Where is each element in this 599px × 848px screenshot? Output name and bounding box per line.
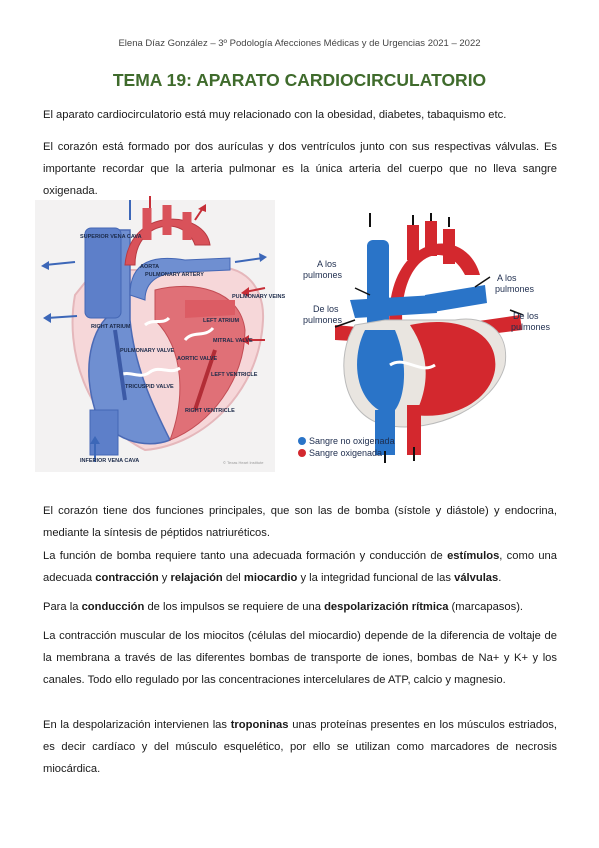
- paragraph-structure: El corazón está formado por dos aurículas y dos ventrículos junto con sus respectivas válvulas. Es importante recordar que la arteria pulmonar es la única arteria del cuerpo que no lleva sangre oxigenada.: [43, 141, 557, 197]
- paragraph-conduction: Para la conducción de los impulsos se requiere de una despolarización rítmica (marcapasos).: [43, 601, 524, 613]
- paragraph-depolarization: En la despolarización intervienen las troponinas unas proteínas presentes en los músculos estriados, es decir cardíaco y del músculo esquelético, por ello se utilizan como marcadores de necrosis miocárdica.: [43, 719, 558, 775]
- legend-swatch-red: [298, 449, 306, 457]
- legend-swatch-blue: [298, 437, 306, 445]
- label-pulmonary-artery: PULMONARY ARTERY: [145, 272, 204, 278]
- label-to-lungs-right: A los: [497, 273, 517, 283]
- paragraph-contraction: La contracción muscular de los miocitos (células del miocardio) depende de la diferencia de voltaje de la membrana a través de las diferentes bombas de transporte de iones, bombas de Na+ y K+ y los canales. Todo ello regulado por las concentraciones intercelulares de ATP, calcio y magnesio.: [43, 630, 557, 686]
- heart-anatomy-illustration: [35, 200, 286, 472]
- label-mitral-valve: MITRAL VALVE: [213, 338, 253, 344]
- label-left-atrium: LEFT ATRIUM: [203, 318, 240, 324]
- label-left-ventricle: LEFT VENTRICLE: [211, 372, 258, 378]
- paragraph-pump-function: La función de bomba requiere tanto una adecuada formación y conducción de estímulos, como una adecuada contracción y relajación del miocardio y la integridad funcional de las válvulas.: [43, 550, 557, 584]
- image-credit: © Texas Heart Institute: [223, 460, 264, 465]
- paragraph-intro: El aparato cardiocirculatorio está muy relacionado con la obesidad, diabetes, tabaquismo etc.: [43, 109, 507, 121]
- label-right-ventricle: RIGHT VENTRICLE: [185, 408, 235, 414]
- label-superior-vena-cava: SUPERIOR VENA CAVA: [80, 234, 142, 240]
- label-from-lungs-right: De los: [513, 311, 539, 321]
- heart-blood-flow-diagram: [295, 215, 557, 467]
- legend-oxygenated: Sangre oxigenada: [309, 448, 383, 458]
- heart-anatomy-diagram: [35, 200, 286, 472]
- legend-deoxygenated: Sangre no oxigenada: [309, 436, 395, 446]
- label-pulmonary-valve: PULMONARY VALVE: [120, 348, 175, 354]
- page-title: TEMA 19: APARATO CARDIOCIRCULATORIO: [112, 70, 487, 90]
- label-from-lungs-left: De los: [313, 304, 339, 314]
- label-from-lungs-left-b: pulmones: [303, 315, 343, 325]
- paragraph-functions: El corazón tiene dos funciones principales, que son las de bomba (sístole y diástole) y endocrina, mediante la síntesis de péptidos natriuréticos.: [43, 505, 557, 539]
- label-to-lungs-right-b: pulmones: [495, 284, 535, 294]
- label-to-lungs-left: A los: [317, 259, 337, 269]
- label-tricuspid-valve: TRICUSPID VALVE: [125, 384, 174, 390]
- heart-blood-flow-illustration: [295, 215, 557, 467]
- label-to-lungs-left-b: pulmones: [303, 270, 343, 280]
- page-header: Elena Díaz González – 3º Podología Afecciones Médicas y de Urgencias 2021 – 2022: [118, 38, 481, 49]
- label-pulmonary-veins: PULMONARY VEINS: [232, 294, 286, 300]
- label-inferior-vena-cava: INFERIOR VENA CAVA: [80, 458, 140, 464]
- label-right-atrium: RIGHT ATRIUM: [91, 324, 131, 330]
- label-from-lungs-right-b: pulmones: [511, 322, 551, 332]
- label-aortic-valve: AORTIC VALVE: [177, 356, 218, 362]
- label-aorta: AORTA: [140, 264, 160, 270]
